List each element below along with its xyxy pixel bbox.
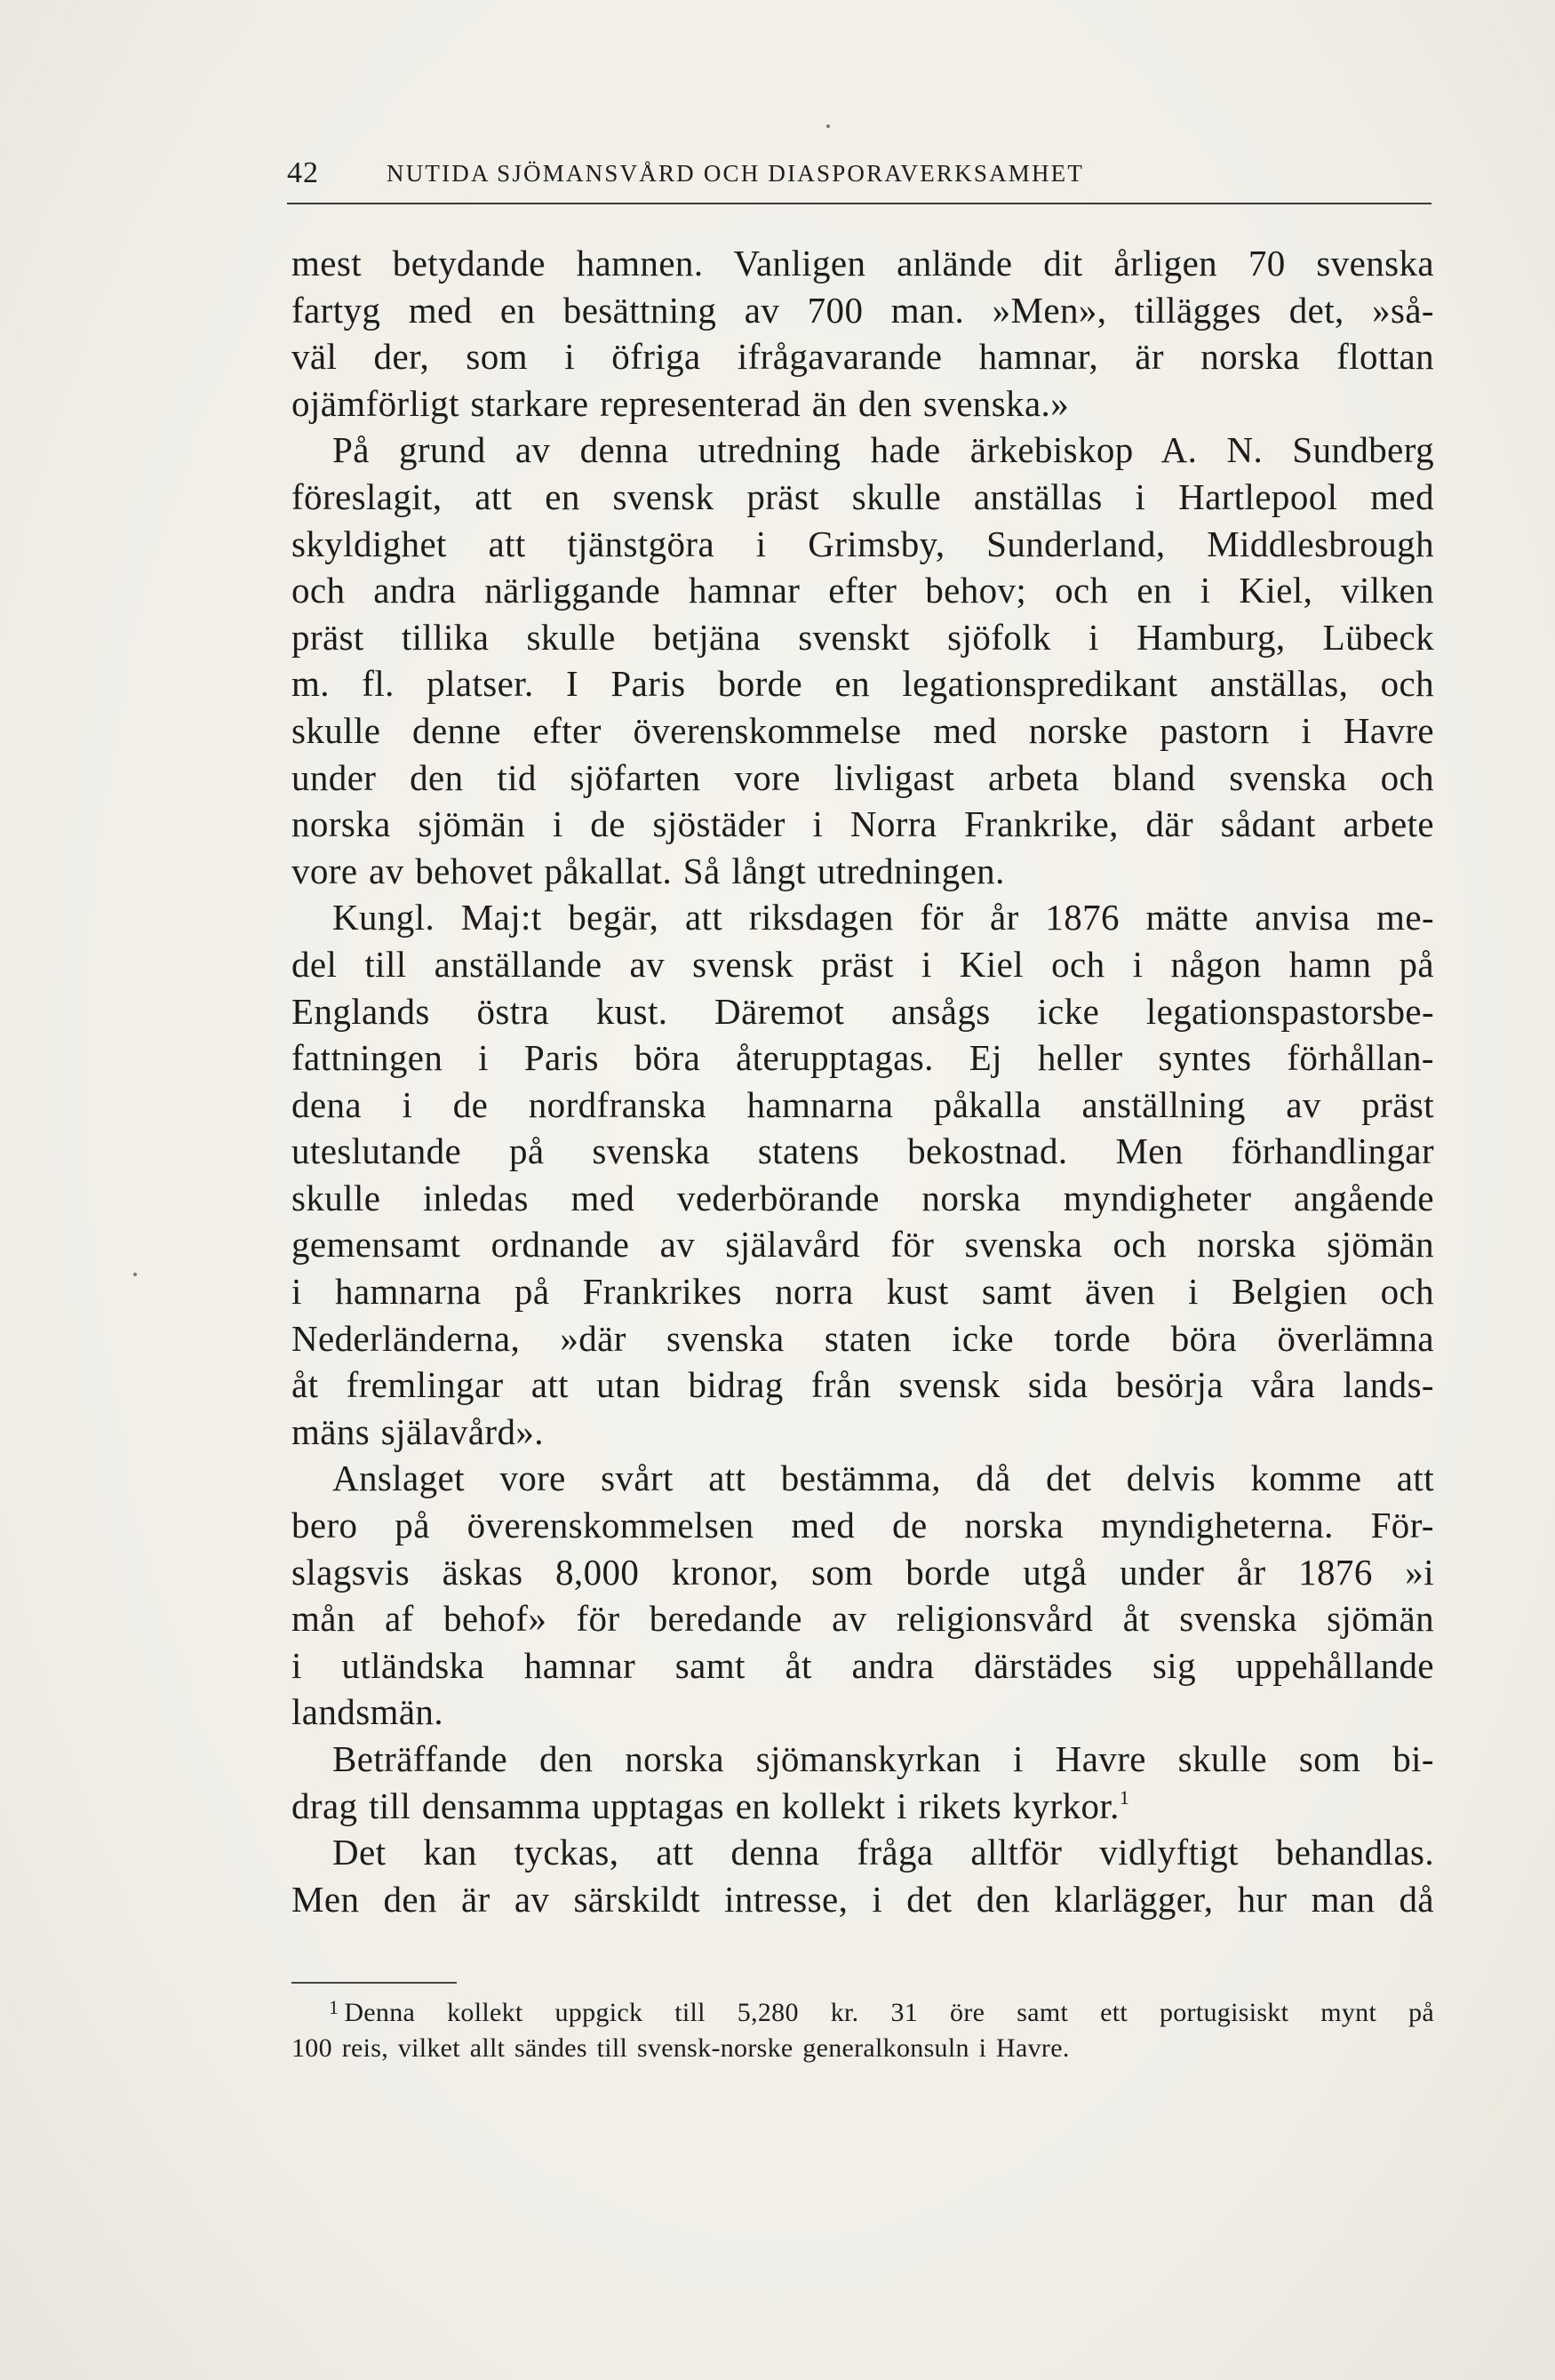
text-line-content: åt fremlingar att utan bidrag från svensk sida besörja våra lands- bbox=[291, 1364, 1434, 1406]
text-line bbox=[291, 240, 1434, 287]
text-line-content: föreslagit, att en svensk präst skulle anställas i Hartlepool med bbox=[291, 475, 1434, 517]
text-line-content: väl der, som i öfriga ifrågavarande hamnar, är norska flottan bbox=[291, 336, 1434, 378]
text-line bbox=[291, 848, 1434, 895]
text-line bbox=[291, 1409, 1434, 1456]
text-line-content: skyldighet att tjänstgöra i Grimsby, Sunderland, Middlesbrough bbox=[291, 523, 1434, 564]
text-line bbox=[291, 1268, 1434, 1315]
text-line bbox=[291, 567, 1434, 614]
text-line-content: i utländska hamnar samt åt andra därstädes sig uppehållande bbox=[291, 1644, 1434, 1686]
text-line-content: fartyg med en besättning av 700 man. »Men», tillägges det, »så- bbox=[291, 289, 1434, 331]
text-line-content: mån af behof» för beredande av religionsvård åt svenska sjömän bbox=[291, 1598, 1434, 1640]
text-line-content: På grund av denna utredning hade ärkebiskop A. N. Sundberg bbox=[332, 429, 1434, 471]
text-line-content: ojämförligt starkare representerad än den svenska.» bbox=[291, 382, 1070, 424]
text-line-content: fattningen i Paris böra återupptagas. Ej heller syntes förhållan- bbox=[291, 1037, 1434, 1079]
text-line-content: del till anställande av svensk präst i Kiel och i någon hamn på bbox=[291, 943, 1434, 985]
text-line-content: m. fl. platser. I Paris borde en legationspredikant anställas, och bbox=[291, 663, 1434, 705]
text-line bbox=[291, 755, 1434, 802]
text-line bbox=[291, 333, 1434, 380]
text-line bbox=[291, 1455, 1434, 1502]
paper-speck bbox=[133, 1273, 137, 1276]
text-line bbox=[291, 988, 1434, 1035]
text-line bbox=[291, 1082, 1434, 1129]
text-line bbox=[291, 287, 1434, 334]
text-line bbox=[291, 1175, 1434, 1222]
text-line bbox=[291, 474, 1434, 521]
footnote-line bbox=[291, 1987, 1434, 2028]
text-line bbox=[291, 1315, 1434, 1362]
text-line-content: Nederländerna, »där svenska staten icke torde böra överlämna bbox=[291, 1317, 1434, 1359]
text-line-content: i hamnarna på Frankrikes norra kust samt även i Belgien och bbox=[291, 1271, 1434, 1313]
text-line-content: uteslutande på svenska statens bekostnad. Men förhandlingar bbox=[291, 1130, 1434, 1172]
text-line-content: landsmän. bbox=[291, 1691, 443, 1733]
text-line bbox=[291, 1829, 1434, 1876]
text-line bbox=[291, 660, 1434, 707]
text-line-content: under den tid sjöfarten vore livligast arbeta bland svenska och bbox=[291, 756, 1434, 798]
text-line-content: Kungl. Maj:t begär, att riksdagen för år 1876 mätte anvisa me- bbox=[332, 897, 1434, 938]
text-line bbox=[291, 1128, 1434, 1175]
text-line bbox=[291, 1876, 1434, 1923]
footnote-divider bbox=[291, 1982, 457, 1984]
text-line bbox=[291, 521, 1434, 568]
text-line-content: drag till densamma upptagas en kollekt i rikets kyrkor. bbox=[291, 1785, 1120, 1826]
page-number: 42 bbox=[287, 156, 319, 189]
text-line bbox=[291, 380, 1434, 427]
text-line bbox=[291, 1502, 1434, 1549]
text-line bbox=[291, 1034, 1434, 1082]
text-line-content: Anslaget vore svårt att bestämma, då det delvis komme att bbox=[332, 1458, 1434, 1499]
text-line bbox=[291, 1689, 1434, 1736]
text-line-content: Men den är av särskildt intresse, i det den klarlägger, hur man då bbox=[291, 1878, 1434, 1920]
text-line bbox=[291, 1549, 1434, 1596]
text-line bbox=[291, 1362, 1434, 1409]
text-line bbox=[291, 1221, 1434, 1268]
body-text bbox=[291, 240, 1434, 1922]
text-line-content: dena i de nordfranska hamnarna påkalla anställning av präst bbox=[291, 1083, 1434, 1125]
footnote-line bbox=[291, 2028, 1434, 2069]
text-line-content: slagsvis äskas 8,000 kronor, som borde utgå under år 1876 »i bbox=[291, 1551, 1434, 1593]
text-line bbox=[291, 614, 1434, 661]
text-line-content: bero på överenskommelsen med de norska myndigheterna. För- bbox=[291, 1505, 1434, 1546]
page-header bbox=[287, 156, 1431, 204]
text-line bbox=[291, 941, 1434, 988]
text-line-content: Englands östra kust. Däremot ansågs icke legationspastorsbe- bbox=[291, 990, 1434, 1032]
text-line-content: präst tillika skulle betjäna svenskt sjöfolk i Hamburg, Lübeck bbox=[291, 616, 1434, 658]
text-line bbox=[291, 1642, 1434, 1689]
text-line bbox=[291, 1783, 1434, 1830]
footnotes bbox=[291, 1987, 1434, 2069]
text-line-content: Beträffande den norska sjömanskyrkan i Havre skulle som bi- bbox=[332, 1738, 1434, 1779]
footnote-marker: 1 bbox=[329, 1996, 339, 2018]
text-line bbox=[291, 1595, 1434, 1642]
text-line bbox=[291, 1736, 1434, 1783]
text-line-content: mäns själavård». bbox=[291, 1410, 544, 1452]
text-line bbox=[291, 801, 1434, 848]
text-line-content: skulle inledas med vederbörande norska myndigheter angående bbox=[291, 1177, 1434, 1218]
text-line-content: och andra närliggande hamnar efter behov; och en i Kiel, vilken bbox=[291, 570, 1434, 611]
footnote-text: 100 reis, vilket allt sändes till svensk-norske generalkonsuln i Havre. bbox=[291, 2033, 1070, 2063]
text-line bbox=[291, 707, 1434, 755]
text-line-content: skulle denne efter överenskommelse med norske pastorn i Havre bbox=[291, 709, 1434, 751]
text-line bbox=[291, 894, 1434, 941]
text-line-content: vore av behovet påkallat. Så långt utredningen. bbox=[291, 850, 1005, 891]
footnote-text: Denna kollekt uppgick till 5,280 kr. 31 öre samt ett portugisiskt mynt på bbox=[344, 1998, 1434, 2027]
footnote-reference: 1 bbox=[1119, 1785, 1130, 1809]
text-line-content: norska sjömän i de sjöstäder i Norra Frankrike, där sådant arbete bbox=[291, 803, 1434, 845]
text-line-content: gemensamt ordnande av själavård för svenska och norska sjömän bbox=[291, 1224, 1434, 1266]
running-head: NUTIDA SJÖMANSVÅRD OCH DIASPORAVERKSAMHET bbox=[387, 160, 1085, 187]
paper-speck bbox=[826, 124, 830, 128]
text-line-content: mest betydande hamnen. Vanligen anlände dit årligen 70 svenska bbox=[291, 243, 1434, 284]
text-line-content: Det kan tyckas, att denna fråga alltför vidlyftigt behandlas. bbox=[332, 1832, 1434, 1873]
text-line bbox=[291, 427, 1434, 474]
